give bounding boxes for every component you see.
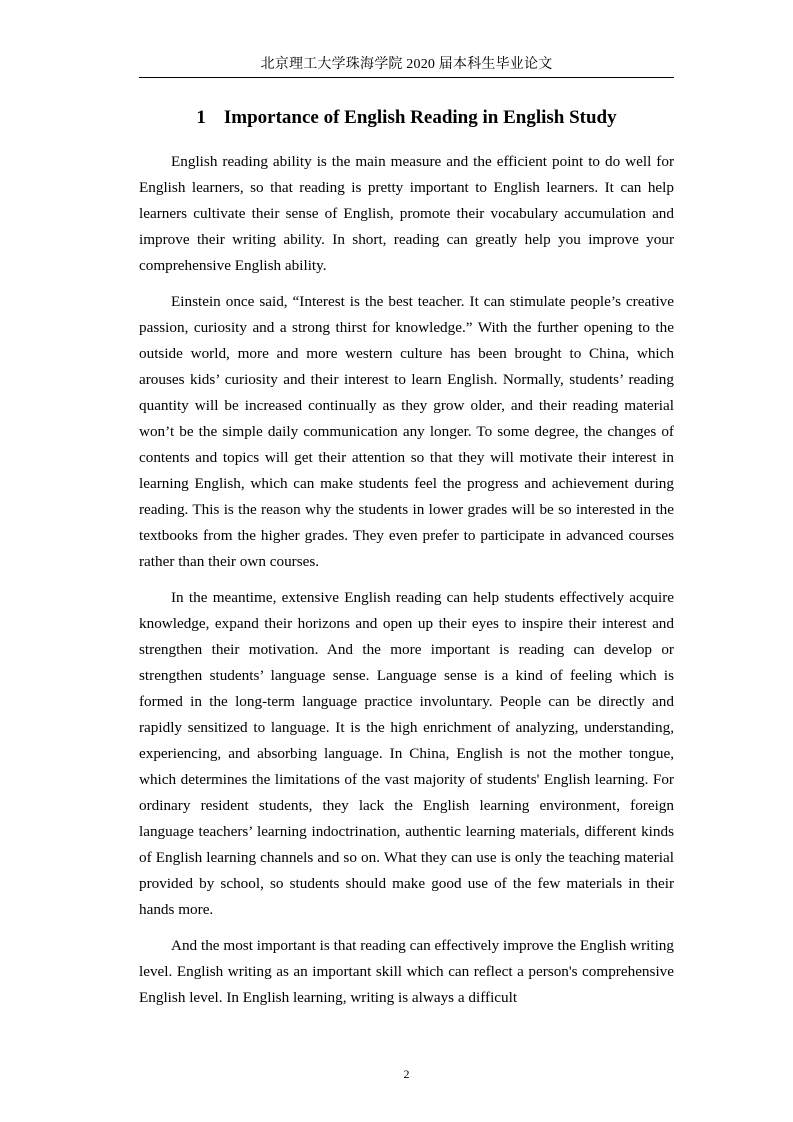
paragraph: And the most important is that reading can effectively improve the English writing level. English writing as an important skill which can reflect a person's comprehensive English level. In English learning, writing is always a difficult: [139, 937, 674, 1006]
page-number: 2: [403, 1067, 410, 1081]
paragraph: English reading ability is the main measure and the efficient point to do well for English learners, so that reading is pretty important to English learners. It can help learners cultivate their sense of English, promote their vocabulary accumulation and improve their writing ability. In short, reading can greatly help you improve your comprehensive English ability.: [139, 153, 674, 274]
section-number: 1: [196, 107, 206, 128]
paragraph: Einstein once said, “Interest is the best teacher. It can stimulate people’s creative passion, curiosity and a strong thirst for knowledge.” With the further opening to the outside world, more and more western culture has been brought to China, which arouses kids’ curiosity and their interest to learn English. Normally, students’ reading quantity will be increased continually as they grow older, and their reading material won’t be the simple daily communication any longer. To some degree, the changes of contents and topics will get their attention so that they will motivate their interest in learning English, which can make students feel the progress and achievement during reading. This is the reason why the students in lower grades will be so interested in the textbooks from the higher grades. They even prefer to participate in advanced courses rather than their own courses.: [139, 293, 674, 570]
section-title: Importance of English Reading in English Study: [223, 107, 617, 128]
body-text: [139, 149, 674, 1021]
paragraph: In the meantime, extensive English reading can help students effectively acquire knowledge, expand their horizons and open up their eyes to inspire their interest and strengthen their motivation. And the more important is reading can develop or strengthen students’ language sense. Language sense is a kind of feeling which is formed in the long-term language practice involuntary. People can be directly and rapidly sensitized to language. It is the high enrichment of analyzing, understanding, experiencing, and absorbing language. In China, English is not the mother tongue, which determines the limitations of the vast majority of students' English learning. For ordinary resident students, they lack the English learning environment, foreign language teachers’ learning indoctrination, authentic learning materials, different kinds of English learning channels and so on. What they can use is only the teaching material provided by school, so students should make good use of the few materials in their hands more.: [139, 589, 674, 918]
running-header: 北京理工大学珠海学院 2020 届本科生毕业论文: [260, 57, 553, 72]
header-divider: [139, 77, 674, 78]
section-heading: [139, 106, 674, 130]
